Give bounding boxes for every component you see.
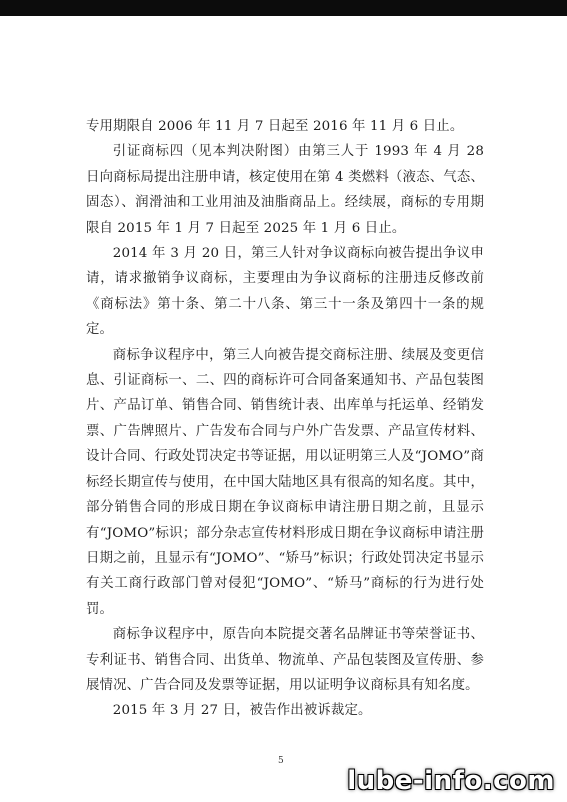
paragraph-4: 商标争议程序中，第三人向被告提交商标注册、续展及变更信息、引证商标一、二、四的商标许可合同备案通知书、产品包装图片、产品订单、销售合同、销售统计表、出库单与托运单、经销发票、广告牌照片、广告发布合同与户外广告发票、产品宣传材料、设计合同、行政处罚决定书等证据，用以证明第三人及“JOMO”商标经长期宣传与使用，在中国大陆地区具有很高的知名度。其中，部分销售合同的形成日期在争议商标申请注册日期之前，且显示有“JOMO”标识；部分杂志宣传材料形成日期在争议商标申请注册日期之前，且显示有“JOMO”、“矫马”标识；行政处罚决定书显示有关工商行政部门曾对侵犯“JOMO”、“矫马”商标的行为进行处罚。 <box>86 347 484 617</box>
scan-top-edge <box>0 0 567 16</box>
paragraph-2: 引证商标四（见本判决附图）由第三人于 1993 年 4 月 28 日向商标局提出注册申请，核定使用在第 4 类燃料（液态、气态、固态）、润滑油和工业用油及油脂商品上。经续展，商标的专用期限自 2015 年 1 月 7 日起至 2025 年 1 月 6 日止。 <box>86 144 484 236</box>
paragraph-3: 2014 年 3 月 20 日，第三人针对争议商标向被告提出争议申请，请求撤销争议商标，主要理由为争议商标的注册违反修改前《商标法》第十条、第二十八条、第三十一条及第四十一条的规定。 <box>86 246 484 338</box>
paragraph-5: 商标争议程序中，原告向本院提交著名品牌证书等荣誉证书、专利证书、销售合同、出货单、物流单、产品包装图及宣传册、参展情况、广告合同及发票等证据，用以证明争议商标具有知名度。 <box>86 627 484 693</box>
site-watermark: lube-info.com <box>347 766 555 796</box>
page-number: 5 <box>278 756 284 766</box>
document-body <box>86 114 484 724</box>
paragraph-6: 2015 年 3 月 27 日，被告作出被诉裁定。 <box>112 703 372 719</box>
paragraph-1: 专用期限自 2006 年 11 月 7 日起至 2016 年 11 月 6 日止。 <box>86 119 464 134</box>
